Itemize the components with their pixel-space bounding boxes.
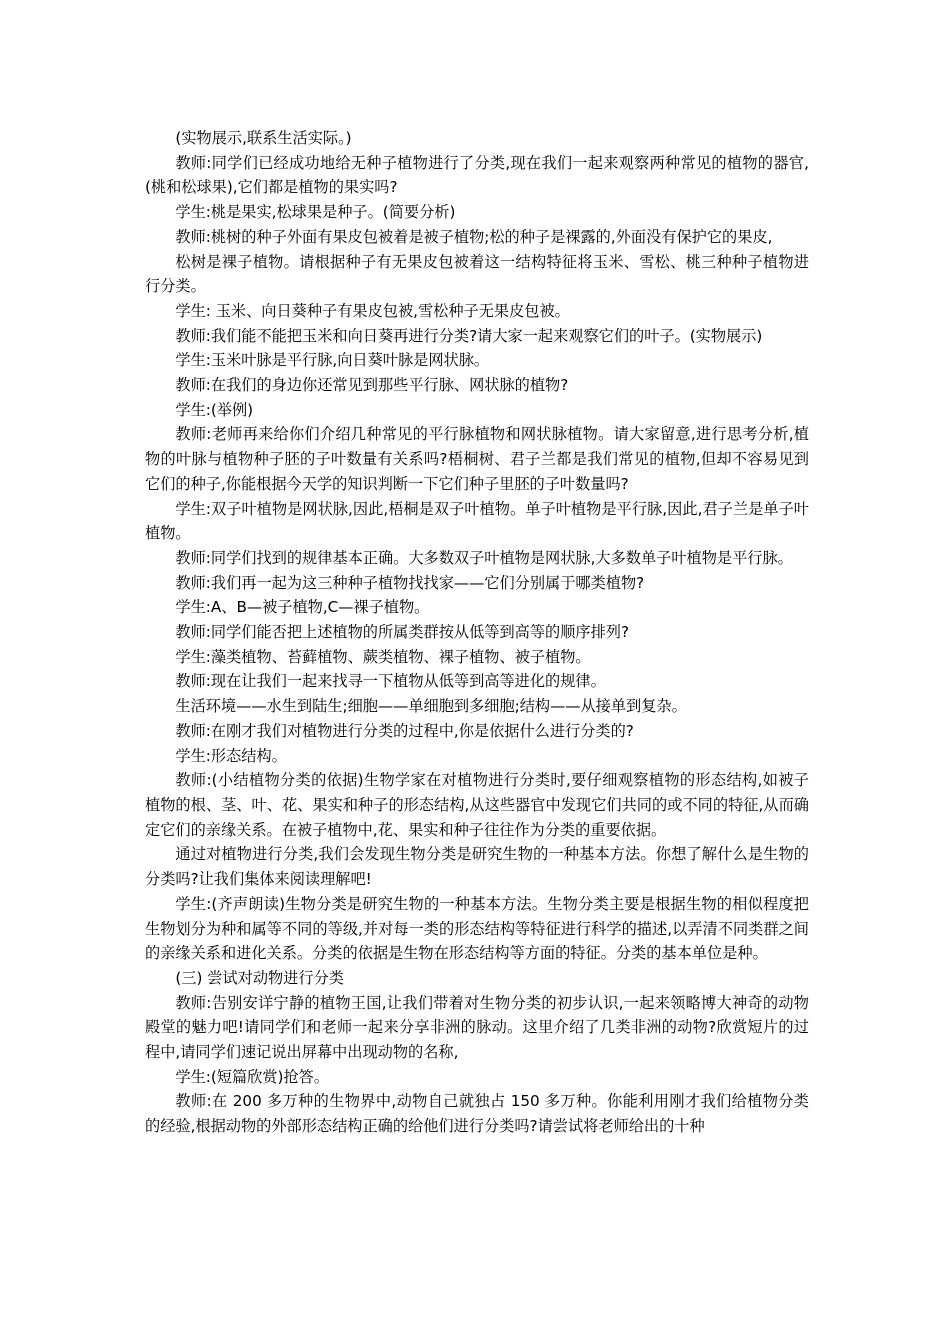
paragraph: (实物展示,联系生活实际。)	[175, 129, 352, 147]
paragraph: 教师:老师再来给你们介绍几种常见的平行脉植物和网状脉植物。请大家留意,进行思考分析,植物的叶脉与植物种子胚的子叶数量有关系吗?梧桐树、君子兰都是我们常见的植物,但却不容易见到它们的种子,你能根据今天学的知识判断一下它们种子里胚的子叶数量吗?	[145, 425, 809, 493]
document-body	[145, 126, 809, 1139]
paragraph: 学生:玉米叶脉是平行脉,向日葵叶脉是网状脉。	[175, 351, 490, 370]
paragraph: 教师:在 200 多万种的生物界中,动物自己就独占 150 多万种。你能利用刚才我们给植物分类的经验,根据动物的外部形态结构正确的给他们进行分类吗?请尝试将老师给出的十种	[145, 1092, 809, 1136]
paragraph: 学生:桃是果实,松球果是种子。(简要分析)	[175, 203, 456, 222]
paragraph: 学生:A、B—被子植物,C—裸子植物。	[175, 598, 430, 617]
paragraph: 学生: 玉米、向日葵种子有果皮包被,雪松种子无果皮包被。	[175, 301, 570, 320]
paragraph: 通过对植物进行分类,我们会发现生物分类是研究生物的一种基本方法。你想了解什么是生物的分类吗?让我们集体来阅读理解吧!	[145, 845, 809, 889]
paragraph: 教师:同学们能否把上述植物的所属类群按从低等到高等的顺序排列?	[175, 623, 630, 642]
paragraph: 学生:(短篇欣赏)抢答。	[175, 1067, 330, 1086]
paragraph: 松树是裸子植物。请根据种子有无果皮包被着这一结构特征将玉米、雪松、桃三种种子植物进行分类。	[145, 252, 809, 296]
paragraph: 学生:双子叶植物是网状脉,因此,梧桐是双子叶植物。单子叶植物是平行脉,因此,君子兰是单子叶植物。	[145, 499, 809, 543]
paragraph: 学生:形态结构。	[175, 746, 287, 765]
paragraph: 教师:在刚才我们对植物进行分类的过程中,你是依据什么进行分类的?	[175, 721, 634, 740]
paragraph: 教师:我们能不能把玉米和向日葵再进行分类?请大家一起来观察它们的叶子。(实物展示)	[175, 326, 763, 345]
paragraph: 教师:我们再一起为这三种种子植物找找家——它们分别属于哪类植物?	[175, 573, 645, 592]
paragraph: 教师:桃树的种子外面有果皮包被着是被子植物;松的种子是裸露的,外面没有保护它的果皮,	[175, 227, 773, 246]
paragraph: 教师:同学们找到的规律基本正确。大多数双子叶植物是网状脉,大多数单子叶植物是平行脉。	[175, 548, 793, 567]
section-heading: (三) 尝试对动物进行分类	[175, 968, 344, 987]
paragraph: 教师:(小结植物分类的依据)生物学家在对植物进行分类时,要仔细观察植物的形态结构,如被子植物的根、茎、叶、花、果实和种子的形态结构,从这些器官中发现它们共同的或不同的特征,从而确定它们的亲缘关系。在被子植物中,花、果实和种子往往作为分类的重要依据。	[145, 771, 809, 839]
paragraph: 学生:藻类植物、苔藓植物、蕨类植物、裸子植物、被子植物。	[175, 647, 591, 666]
paragraph: 教师:告别安详宁静的植物王国,让我们带着对生物分类的初步认识,一起来领略博大神奇的动物殿堂的魅力吧!请同学们和老师一起来分享非洲的脉动。这里介绍了几类非洲的动物?欣赏短片的过程中,请同学们速记说出屏幕中出现动物的名称,	[145, 993, 809, 1062]
paragraph: 教师:在我们的身边你还常见到那些平行脉、网状脉的植物?	[175, 376, 569, 395]
paragraph: 学生:(举例)	[175, 400, 254, 419]
paragraph: 生活环境——水生到陆生;细胞——单细胞到多细胞;结构——从接单到复杂。	[175, 697, 687, 716]
paragraph: 教师:现在让我们一起来找寻一下植物从低等到高等进化的规律。	[175, 672, 606, 691]
paragraph: 教师:同学们已经成功地给无种子植物进行了分类,现在我们一起来观察两种常见的植物的器官,(桃和松球果),它们都是植物的果实吗?	[145, 153, 809, 197]
paragraph: 学生:(齐声朗读)生物分类是研究生物的一种基本方法。生物分类主要是根据生物的相似程度把生物划分为种和属等不同的等级,并对每一类的形态结构等特征进行科学的描述,以弄清不同类群之间的亲缘关系和进化关系。分类的依据是生物在形态结构等方面的特征。分类的基本单位是种。	[145, 894, 809, 963]
